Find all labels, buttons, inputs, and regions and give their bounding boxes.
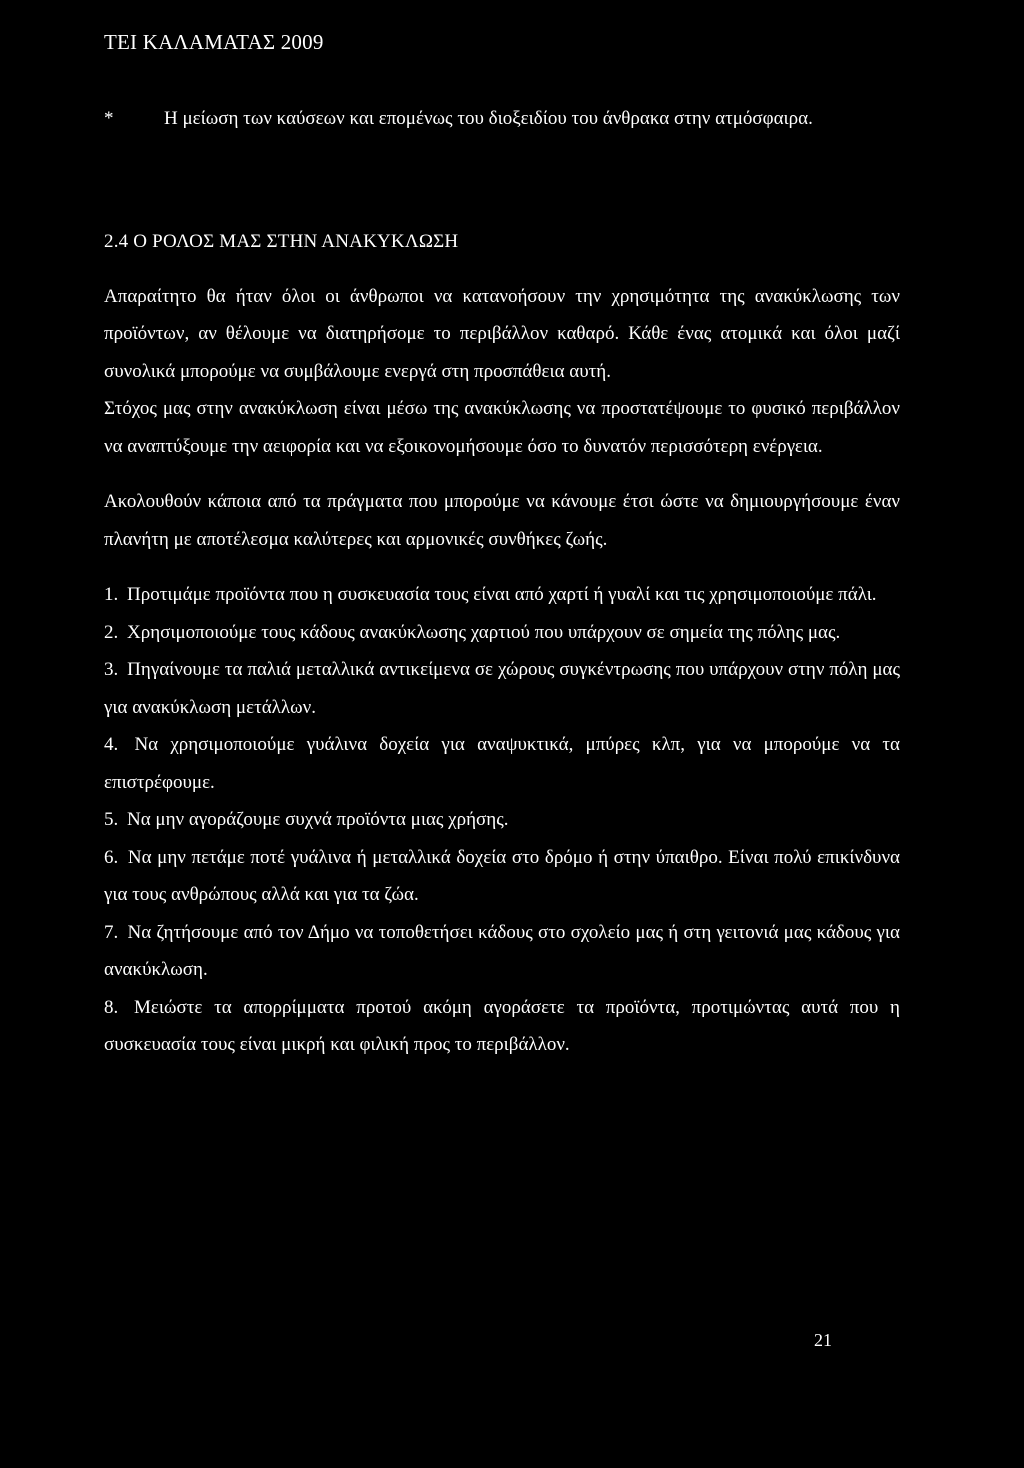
list-item-text: Να χρησιμοποιούμε γυάλινα δοχεία για αναψυκτικά, μπύρες κλπ, για να μπορούμε να τα επιστρέφουμε.: [104, 734, 900, 793]
list-item-number: 6.: [104, 846, 119, 868]
list-item-number: 5.: [104, 809, 119, 830]
list-item-number: 3.: [104, 659, 119, 680]
page-content: [104, 100, 900, 1064]
list-item-text: Να ζητήσουμε από τον Δήμο να τοποθετήσει κάδους στο σχολείο μας ή στη γειτονιά μας κάδους για ανακύκλωση.: [104, 921, 901, 980]
list-item: [104, 726, 900, 801]
page-number: 21: [814, 1330, 832, 1350]
spacer: [104, 138, 900, 223]
bullet-text: Η μείωση των καύσεων και επομένως του διοξειδίου του άνθρακα στην ατμόσφαιρα.: [164, 108, 813, 129]
list-item: [104, 614, 900, 652]
spacer: [104, 465, 900, 483]
list-item-text: Μειώστε τα απορρίμματα προτού ακόμη αγοράσετε τα προϊόντα, προτιμώντας αυτά που η συσκευασία τους είναι μικρή και φιλική προς το περιβάλλον.: [104, 996, 900, 1055]
bullet-paragraph: [104, 100, 900, 138]
list-item: [104, 839, 900, 914]
list-item-number: 1.: [104, 584, 119, 605]
spacer: [104, 260, 900, 278]
list-item: [104, 914, 900, 989]
list-item-text: Προτιμάμε προϊόντα που η συσκευασία τους είναι από χαρτί ή γυαλί και τις χρησιμοποιούμε πάλι.: [127, 584, 877, 605]
list-item-number: 2.: [104, 621, 119, 643]
paragraph-goal: Στόχος μας στην ανακύκλωση είναι μέσω της ανακύκλωσης να προστατέψουμε το φυσικό περιβάλλον να αναπτύξουμε την αειφορία και να εξοικονομήσουμε όσο το δυνατόν περισσότερη ενέργεια.: [104, 398, 900, 457]
list-item-number: 8.: [104, 996, 119, 1018]
list-item-text: Πηγαίνουμε τα παλιά μεταλλικά αντικείμενα σε χώρους συγκέντρωσης που υπάρχουν στην πόλη μας για ανακύκλωση μετάλλων.: [104, 659, 900, 718]
list-item-number: 4.: [104, 734, 119, 755]
list-item: [104, 576, 900, 614]
asterisk-bullet-icon: *: [104, 108, 114, 129]
list-item-text: Χρησιμοποιούμε τους κάδους ανακύκλωσης χαρτιού που υπάρχουν σε σημεία της πόλης μας.: [127, 621, 841, 643]
page-header: ΤΕΙ ΚΑΛΑΜΑΤΑΣ 2009: [104, 30, 324, 54]
list-item: [104, 989, 900, 1064]
list-item-text: Να μην αγοράζουμε συχνά προϊόντα μιας χρήσης.: [127, 809, 509, 830]
list-item-number: 7.: [104, 921, 119, 943]
spacer: [104, 558, 900, 576]
paragraph-intro-list: Ακολουθούν κάποια από τα πράγματα που μπορούμε να κάνουμε έτσι ώστε να δημιουργήσουμε έναν πλανήτη με αποτέλεσμα καλύτερες και αρμονικές συνθήκες ζωής.: [104, 491, 900, 550]
list-item: [104, 651, 900, 726]
section-heading: 2.4 Ο ΡΟΛΟΣ ΜΑΣ ΣΤΗΝ ΑΝΑΚΥΚΛΩΣΗ: [104, 230, 459, 252]
paragraph-usefulness: Απαραίτητο θα ήταν όλοι οι άνθρωποι να κατανοήσουν την χρησιμότητα της ανακύκλωσης των προϊόντων, αν θέλουμε να διατηρήσομε το περιβάλλον καθαρό. Κάθε ένας ατομικά και όλοι μαζί συνολικά μπορούμε να συμβάλουμε ενεργά στη προσπάθεια αυτή.: [104, 285, 900, 382]
recycling-list: [104, 576, 900, 1064]
list-item: [104, 801, 900, 839]
list-item-text: Να μην πετάμε ποτέ γυάλινα ή μεταλλικά δοχεία στο δρόμο ή στην ύπαιθρο. Είναι πολύ επικίνδυνα για τους ανθρώπους αλλά και για τα ζώα.: [104, 846, 901, 905]
